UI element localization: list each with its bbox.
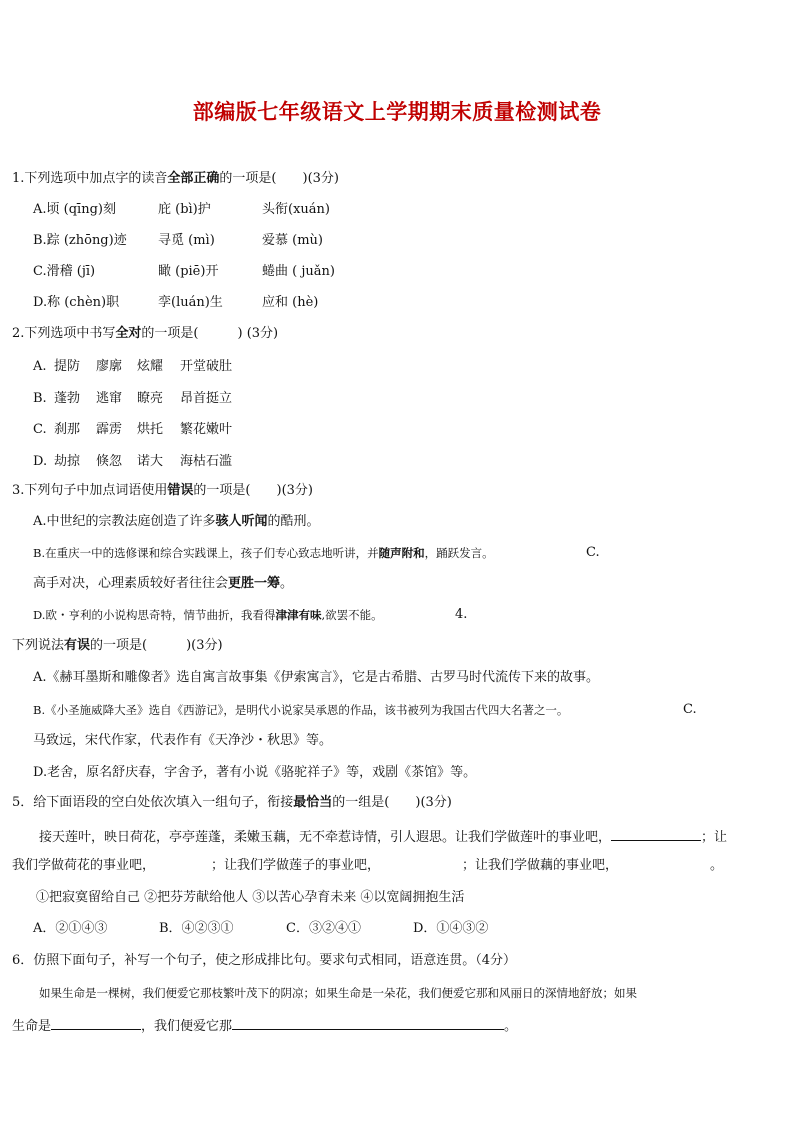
- q1-stem: [12, 170, 339, 188]
- q2-stem-b: 的一项是( ) (3分): [141, 326, 279, 341]
- q4-stem: [12, 637, 223, 655]
- q2-a-w3: 炫耀: [137, 359, 164, 374]
- q2-c-w2: 霹雳: [96, 422, 123, 437]
- q1-d-col1: D.称 (chèn)职: [33, 295, 120, 310]
- q4-stem-a: 下列说法: [12, 638, 65, 653]
- q6-blank-1[interactable]: [51, 1016, 141, 1030]
- q4-stem-emphasis: 有误: [64, 638, 91, 653]
- q5-p2-b: ；让我们学做莲子的事业吧，: [211, 858, 381, 873]
- q1-b-col3: 爱慕 (mù): [262, 233, 323, 248]
- q6-p2-c: 。: [504, 1019, 518, 1034]
- q5-option-b: B．④②③①: [159, 921, 234, 936]
- q2-b-w2: 逃窜: [96, 391, 123, 406]
- q2-a-label: A.: [33, 359, 47, 374]
- q2-b-w3: 瞭亮: [137, 391, 164, 406]
- q3-d-pre: D.欧・亨利的小说构思奇特，情节曲折，我看得: [33, 608, 276, 622]
- q6-stem: 6．仿照下面句子，补写一个句子，使之形成排比句。要求句式相同，语意连贯。（4分）: [12, 953, 517, 968]
- q6-p2-b: ，我们便爱它那: [141, 1019, 233, 1034]
- q5-passage-line2: [12, 857, 723, 875]
- q5-option-d: D．①④③②: [413, 921, 489, 936]
- q3-a-post: 的酷刑。: [267, 514, 320, 529]
- q5-p1-tail: ；让: [701, 830, 728, 845]
- q1-b-col1: B.踪 (zhōng)迹: [33, 233, 127, 248]
- q6-passage-line1: 如果生命是一棵树，我们便爱它那枝繁叶茂下的阴凉；如果生命是一朵花，我们便爱它那和风丽日的深情地舒放；如果: [39, 986, 637, 1000]
- q3-stem-b: 的一项是( )(3分): [193, 483, 313, 498]
- q3-stem: [12, 482, 313, 500]
- q2-stem: [12, 325, 278, 343]
- q5-passage-line1: [39, 827, 727, 847]
- q2-d-label: D.: [33, 454, 48, 469]
- q4-option-a: A.《赫耳墨斯和雕像者》选自寓言故事集《伊索寓言》，它是古希腊、古罗马时代流传下来的故事。: [33, 670, 600, 685]
- q3-d-tail: 4.: [455, 607, 468, 622]
- q2-c-w1: 刹那: [54, 422, 81, 437]
- q2-b-w1: 蓬勃: [54, 391, 81, 406]
- q4-option-d: D.老舍，原名舒庆春，字舍予，著有小说《骆驼祥子》等，戏剧《茶馆》等。: [33, 765, 477, 780]
- q5-stem-b: 的一组是( )(3分): [332, 795, 452, 810]
- q2-d-w3: 诺大: [137, 454, 164, 469]
- q3-a-term: 骇人听闻: [215, 514, 268, 529]
- q3-c-post: 。: [280, 576, 294, 591]
- q6-blank-2[interactable]: [232, 1016, 504, 1030]
- q2-d-w4: 海枯石滥: [180, 454, 233, 469]
- q2-b-w4: 昂首挺立: [180, 391, 233, 406]
- q5-sentence-items: ①把寂寞留给自己 ②把芬芳献给他人 ③以苦心孕育未来 ④以宽阔拥抱生活: [36, 890, 465, 905]
- q2-d-w1: 劫掠: [54, 454, 81, 469]
- q3-b-term: 随声附和: [378, 546, 425, 560]
- q3-c-term: 更胜一筹: [228, 576, 281, 591]
- q5-option-a: A．②①④③: [33, 921, 108, 936]
- q3-option-c: [33, 575, 293, 593]
- q2-c-label: C.: [33, 422, 47, 437]
- q1-a-col2: 庇 (bì)护: [158, 202, 211, 217]
- q5-p1-text: 接天莲叶，映日荷花，亭亭莲蓬，柔嫩玉藕，无不牵惹诗情，引人遐思。让我们学做莲叶的事业吧，: [39, 830, 612, 845]
- q3-c-pre: 高手对决，心理素质较好者往往会: [33, 576, 229, 591]
- q3-option-b: [33, 544, 494, 562]
- q2-stem-a: 2.下列选项中书写: [12, 326, 116, 341]
- q4-option-b: B.《小圣施威降大圣》选自《西游记》，是明代小说家吴承恩的作品，该书被列为我国古代四大名著之一。: [33, 703, 569, 717]
- q1-d-col3: 应和 (hè): [262, 295, 319, 310]
- q2-c-w4: 繁花嫩叶: [180, 422, 233, 437]
- q3-b-tail: C.: [586, 545, 600, 560]
- q3-a-pre: A.中世纪的宗教法庭创造了许多: [33, 514, 216, 529]
- q5-p2-a: 我们学做荷花的事业吧，: [12, 858, 156, 873]
- q1-stem-b: 的一项是( )(3分): [219, 171, 339, 186]
- q1-a-col1: A.顷 (qīng)刻: [33, 202, 116, 217]
- q1-c-col1: C.滑稽 (jī): [33, 264, 96, 279]
- q2-a-w4: 开堂破肚: [180, 359, 233, 374]
- q5-stem-a: 5．给下面语段的空白处依次填入一组句子，衔接: [12, 795, 294, 810]
- q5-p2-d: 。: [710, 858, 724, 873]
- q3-d-term: 津津有味: [275, 608, 322, 622]
- q5-stem: [12, 794, 452, 812]
- q5-blank-1[interactable]: [611, 827, 701, 841]
- q2-b-label: B.: [33, 391, 47, 406]
- q6-passage-line2: [12, 1016, 517, 1036]
- q6-p2-a: 生命是: [12, 1019, 52, 1034]
- q3-option-d: [33, 606, 383, 624]
- q4-b-tail: C.: [683, 702, 697, 717]
- q2-c-w3: 烘托: [137, 422, 164, 437]
- q1-a-col3: 头衔(xuán): [262, 202, 330, 217]
- q2-stem-emphasis: 全对: [115, 326, 142, 341]
- q2-d-w2: 倏忽: [96, 454, 123, 469]
- q5-option-c: C．③②④①: [286, 921, 361, 936]
- q3-stem-emphasis: 错误: [167, 483, 194, 498]
- q3-stem-a: 3.下列句子中加点词语使用: [12, 483, 168, 498]
- q1-stem-emphasis: 全部正确: [167, 171, 220, 186]
- q1-d-col2: 孪(luán)生: [158, 295, 223, 310]
- q3-d-post: ,欲罢不能。: [321, 608, 383, 622]
- q1-c-col2: 瞰 (piē)开: [158, 264, 219, 279]
- page-title: 部编版七年级语文上学期期末质量检测试卷: [192, 100, 602, 124]
- q3-b-pre: B.在重庆一中的选修课和综合实践课上，孩子们专心致志地听讲，并: [33, 546, 379, 560]
- q1-b-col2: 寻觅 (mì): [158, 233, 215, 248]
- q5-p2-c: ；让我们学做藕的事业吧，: [462, 858, 619, 873]
- q2-a-w1: 提防: [54, 359, 81, 374]
- q4-option-c: 马致远，宋代作家，代表作有《天净沙・秋思》等。: [33, 733, 333, 748]
- q4-stem-b: 的一项是( )(3分): [90, 638, 223, 653]
- q2-a-w2: 廖廓: [96, 359, 123, 374]
- q1-stem-a: 1.下列选项中加点字的读音: [12, 171, 168, 186]
- q3-option-a: [33, 513, 320, 531]
- q5-stem-emphasis: 最恰当: [293, 795, 333, 810]
- q3-b-post: ，踊跃发言。: [424, 546, 494, 560]
- q1-c-col3: 蜷曲 ( juǎn): [262, 264, 335, 279]
